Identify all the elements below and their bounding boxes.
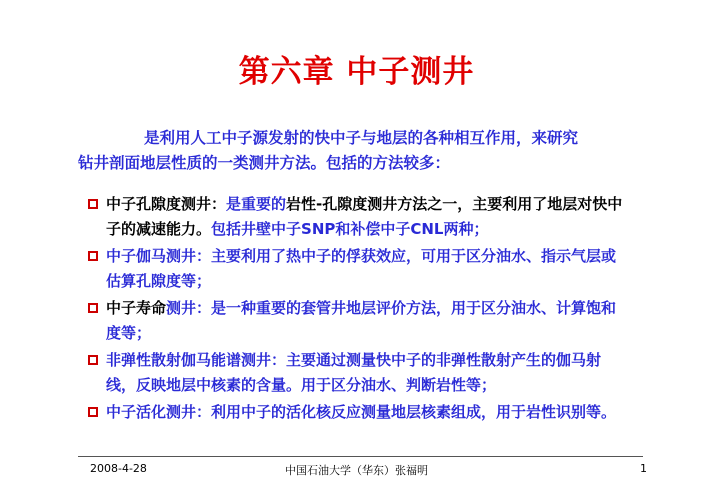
method-list-item <box>88 400 626 425</box>
method-text-segment: 岩性-孔隙度测井方法之一，主要利用了地层对快中子的减速能力。 <box>106 195 623 238</box>
slide-title: 第六章 中子测井 <box>238 54 475 90</box>
intro-paragraph <box>78 126 638 176</box>
footer-divider <box>78 456 643 457</box>
checkbox-square-icon <box>88 407 98 417</box>
intro-line-2: 钻井剖面地层性质的一类测井方法。包括的方法较多： <box>78 154 451 172</box>
method-text-segment: 是重要的 <box>226 195 287 213</box>
method-list-item <box>88 296 626 346</box>
checkbox-square-icon <box>88 251 98 261</box>
checkbox-square-icon <box>88 303 98 313</box>
footer-date: 2008-4-28 <box>90 462 147 475</box>
footer-author: 中国石油大学（华东）张福明 <box>285 464 428 477</box>
checkbox-square-icon <box>88 355 98 365</box>
method-text-segment: 中子孔隙度测井： <box>106 195 227 213</box>
method-text-segment: 测井：是一种重要的套管井地层评价方法，用于区分油水、计算饱和度等； <box>106 299 617 342</box>
method-list-item <box>88 348 626 398</box>
method-text-segment: 中子伽马测井：主要利用了热中子的俘获效应，可用于区分油水、指示气层或估算孔隙度等； <box>106 247 617 290</box>
page-number: 1 <box>640 462 647 475</box>
method-list <box>88 192 626 427</box>
method-list-item <box>88 192 626 242</box>
method-text-segment: 中子寿命 <box>106 299 167 317</box>
method-text-segment: 中子活化测井：利用中子的活化核反应测量地层核素组成，用于岩性识别等。 <box>106 403 617 421</box>
method-text-segment: 非弹性散射伽马能谱测井：主要通过测量快中子的非弹性散射产生的伽马射线，反映地层中核素的含量。用于区分油水、判断岩性等； <box>106 351 602 394</box>
checkbox-square-icon <box>88 199 98 209</box>
method-list-item <box>88 244 626 294</box>
method-text-segment: 包括井壁中子SNP和补偿中子CNL两种； <box>211 220 489 238</box>
intro-line-1: 是利用人工中子源发射的快中子与地层的各种相互作用，来研究 <box>144 129 579 147</box>
